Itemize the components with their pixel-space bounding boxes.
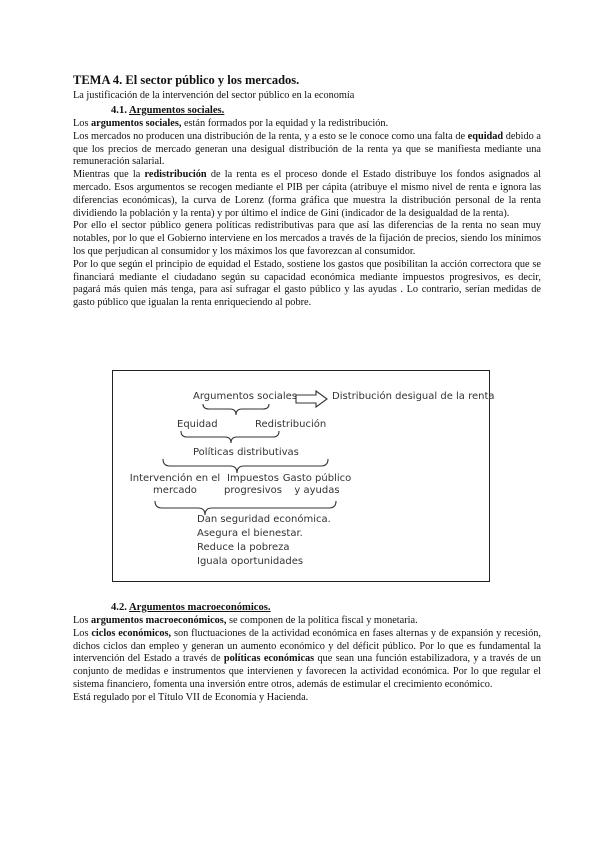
paragraph: Por ello el sector público genera políticas redistributivas para que así las diferencias de la renta no sean muy notables, por lo que el Gobierno interviene en los mercados a través de la fijación de precios, siendo los mínimos los que perjudican al consumidor y los máximos los que favorezcan al consumidor. [73,220,541,257]
page-title: TEMA 4. El sector público y los mercados. [73,73,300,87]
paragraph: Está regulado por el Título VII de Economía y Hacienda. [73,691,309,703]
section-heading-4-1 [73,104,541,118]
arrow-icon [296,391,327,407]
section-number: 4.2. [111,602,127,613]
paragraph: Mientras que la redistribución de la renta es el proceso donde el Estado distribuye los fondos asignados al mercado. Esos argumentos se recogen mediante el PIB per cápita (atribuye el mismo nivel de renta e ignora las diferencias económicas), la curva de Lorenz (forma gráfica que muestra la distribución personal de la renta dividiendo la población y la renta) y por último el índice de Gini (indicador de la desigualdad de la renta). [73,169,542,219]
diagram-node-gasto: Gasto público y ayudas [282,473,352,496]
diagram-outcome-item: Asegura el bienestar. [197,528,303,539]
diagram-outcome-item: Dan seguridad económica. [197,514,331,525]
diagram-node-politicas: Políticas distributivas [193,447,299,458]
diagram-node-equidad: Equidad [177,419,218,430]
diagram-node-redistribucion: Redistribución [255,419,327,430]
paragraph: Los argumentos sociales, están formados por la equidad y la redistribución. [73,118,389,129]
diagram-outcome-item: Reduce la pobreza [197,542,290,553]
section-title: Argumentos sociales. [128,105,225,116]
document-body [73,72,541,310]
page-subtitle: La justificación de la intervención del sector público en la economía [73,90,355,101]
paragraph: Por lo que según el principio de equidad el Estado, sostiene los gastos que posibilitan la acción correctora que se financiará mediante el ciudadano según su capacidad económica mediante impuestos progresivos, es decir, pagará más quien más tenga, para así sufragar el gasto público y las ayudas . Lo contrario, serían medidas de gasto público que igualan la renta enriqueciendo al pobre. [73,258,541,309]
diagram-node-outcome: Distribución desigual de la renta [332,391,495,402]
section-4-2 [73,601,541,705]
concept-diagram [112,370,495,582]
diagram-outcome-item: Iguala oportunidades [197,556,304,567]
section-heading-4-2 [73,601,541,615]
paragraph: Los ciclos económicos, son fluctuaciones de la actividad económica en fases alternas y de expansión y recesión, dichos ciclos dan empleo y generan un aumento económico y del déficit público. Por lo que es fundamental la intervención del Estado a través de políticas económicas que sean una función estabilizadora, y a través de un conjunto de medidas e instrumentos que intervienen y favorecen la actividad económica. Por lo que regular el sistema financiero, fomenta una inversión entre otros, además de estimular el crecimiento económico. [73,627,542,690]
section-number: 4.1. [111,105,127,116]
diagram-node-top: Argumentos sociales [193,391,297,402]
diagram-node-intervencion: Intervención en el mercado [129,473,221,496]
paragraph: Los argumentos macroeconómicos, se componen de la política fiscal y monetaria. [73,615,418,626]
section-title: Argumentos macroeconómicos. [128,602,271,613]
paragraph: Los mercados no producen una distribución de la renta, y a esto se le conoce como una falta de equidad debido a que los precios de mercado generan una desigual distribución de la renta ya que se manifiesta mediante una remuneración salarial. [73,130,541,168]
diagram-node-impuestos: Impuestos progresivos [224,473,282,496]
